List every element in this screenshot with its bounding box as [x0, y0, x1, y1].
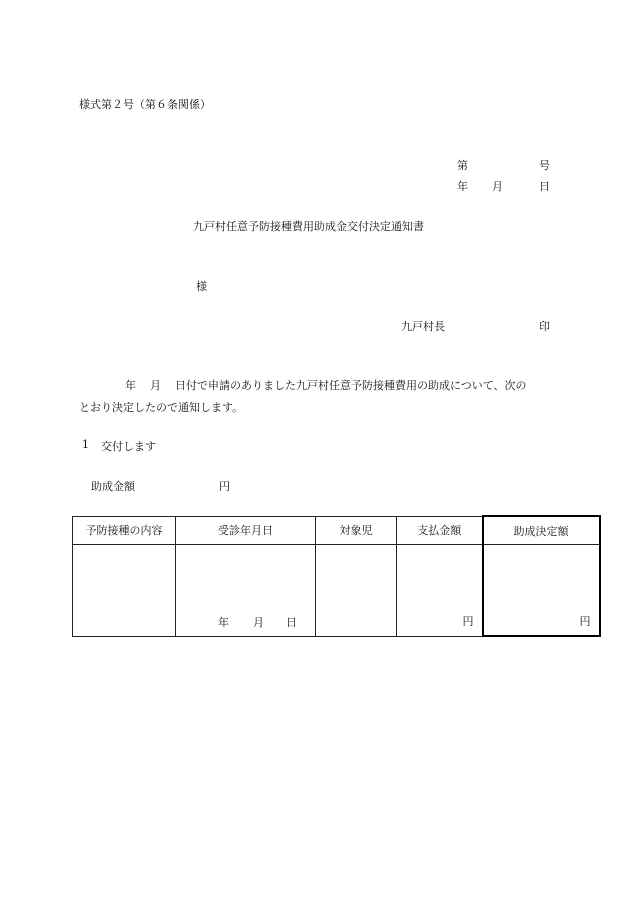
header-child: 対象児 — [316, 516, 397, 545]
grant-table — [72, 515, 601, 637]
doc-number-prefix: 第 — [457, 159, 468, 172]
grant-amount-unit: 円 — [219, 480, 230, 493]
body-text: 日付で申請のありました九戸村任意予防接種費用の助成について、次の — [175, 379, 527, 392]
header-visit-date: 受診年月日 — [176, 516, 316, 545]
form-number: 様式第２号（第６条関係） — [79, 98, 211, 111]
cell-decided-unit: 円 — [579, 615, 591, 628]
cell-paid-amount — [397, 545, 483, 637]
body-line-2: とおり決定したので通知します。 — [79, 401, 244, 414]
cell-vaccine — [73, 545, 176, 637]
addressee-suffix: 様 — [196, 280, 207, 293]
date-month-label: 月 — [492, 180, 503, 193]
cell-date-day: 日 — [286, 616, 297, 630]
document-title: 九戸村任意予防接種費用助成金交付決定通知書 — [193, 220, 424, 233]
header-decided-amount: 助成決定額 — [483, 516, 600, 545]
cell-decided-amount — [483, 545, 600, 637]
doc-number-suffix: 号 — [539, 159, 550, 172]
date-day-label: 日 — [539, 180, 550, 193]
section-title: 交付します — [101, 440, 156, 453]
header-vaccine: 予防接種の内容 — [73, 516, 176, 545]
date-year-label: 年 — [457, 180, 468, 193]
cell-paid-unit: 円 — [462, 615, 474, 628]
cell-child — [316, 545, 397, 637]
seal-mark: 印 — [539, 320, 550, 333]
cell-date-month: 月 — [253, 616, 264, 630]
table-header-row — [73, 516, 600, 545]
cell-visit-date — [176, 545, 316, 637]
cell-date-year: 年 — [218, 616, 229, 630]
body-month: 月 — [150, 379, 161, 392]
table-row — [73, 545, 600, 637]
section-number: 1 — [82, 438, 89, 451]
issuer-name: 九戸村長 — [401, 320, 445, 333]
header-paid-amount: 支払金額 — [397, 516, 483, 545]
body-year: 年 — [125, 379, 136, 392]
grant-amount-label: 助成金額 — [91, 480, 135, 493]
